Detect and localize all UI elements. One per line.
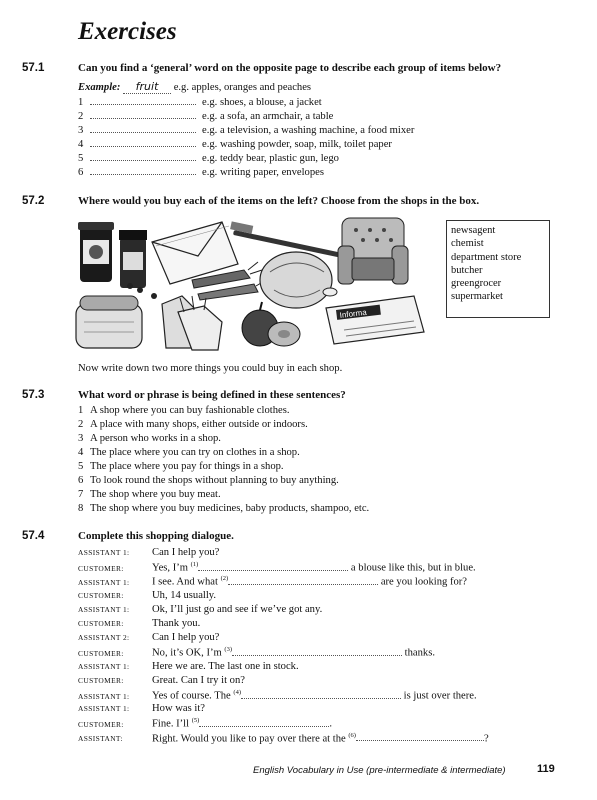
item-text: e.g. a television, a washing machine, a food mixer [202, 125, 415, 136]
definition-line [78, 461, 284, 472]
item-number: 4 [78, 447, 84, 458]
answer-blank[interactable] [90, 110, 196, 119]
item-number: 6 [78, 167, 84, 178]
answer-line [78, 124, 414, 136]
speaker-label: ASSISTANT 1: [78, 548, 130, 557]
speaker-label: ASSISTANT 1: [78, 604, 130, 614]
item-number: 7 [78, 489, 84, 500]
book-title-footer: English Vocabulary in Use (pre-intermediate & intermediate) [253, 765, 506, 776]
item-number: 2 [78, 111, 84, 122]
newspaper-masthead: Informa [339, 307, 368, 320]
blank-number: (5) [191, 717, 200, 725]
item-text: e.g. washing powder, soap, milk, toilet paper [202, 139, 392, 150]
item-text: e.g. a sofa, an armchair, a table [202, 111, 334, 122]
dialogue-text: Thank you. [152, 618, 201, 629]
speaker-label: ASSISTANT 1: [78, 704, 130, 714]
pill-bottle-icon [119, 230, 157, 299]
dialogue-text: Here we are. The last one in stock. [152, 660, 299, 672]
speaker-label: CUSTOMER: [78, 590, 124, 600]
shop-name: newsagent [451, 225, 496, 236]
dialogue-text-after: . [329, 718, 332, 730]
dialogue-text: Yes of course. The [152, 690, 231, 702]
dialogue-text-after: are you looking for? [380, 576, 468, 588]
shop-name: chemist [451, 238, 484, 250]
shop-name: greengrocer [451, 278, 502, 290]
item-text: e.g. shoes, a blouse, a jacket [202, 97, 322, 108]
gloves-icon [162, 296, 222, 350]
item-number: 2 [78, 419, 84, 430]
answer-blank[interactable] [90, 166, 196, 175]
definition-text: A place with many shops, either outside or indoors. [90, 419, 308, 430]
definition-text: The shop where you buy medicines, baby products, shampoo, etc. [90, 503, 370, 514]
dialogue-line [78, 618, 200, 629]
blank-number: (6) [348, 731, 356, 739]
example-answer-blank [123, 80, 171, 94]
dialogue-blank[interactable] [232, 647, 402, 656]
shop-name: department store [451, 251, 522, 263]
speaker-label: ASSISTANT: [78, 734, 123, 744]
dialogue-line [78, 646, 435, 659]
example-line [78, 80, 311, 94]
apples-icon [242, 302, 300, 346]
exercise-heading-57-3: What word or phrase is being defined in these sentences? [78, 389, 346, 401]
dialogue-line [78, 575, 467, 588]
speaker-label: CUSTOMER: [78, 719, 124, 729]
exercise-number-57-1: 57.1 [22, 62, 45, 74]
blank-number: (3) [224, 646, 232, 654]
example-label: Example: [78, 82, 121, 93]
definition-text: The place where you can try on clothes in a shop. [90, 447, 300, 458]
item-number: 5 [78, 461, 84, 472]
definition-text: The place where you pay for things in a shop. [90, 461, 284, 472]
dialogue-text: Ok, I’ll just go and see if we’ve got any. [152, 603, 323, 615]
dialogue-line [78, 632, 219, 643]
dialogue-line [78, 661, 299, 672]
bread-icon [76, 296, 142, 348]
definition-text: A shop where you can buy fashionable clothes. [90, 405, 290, 416]
example-answer: fruit [135, 80, 159, 93]
exercise-heading-57-4: Complete this shopping dialogue. [78, 530, 234, 542]
blank-number: (2) [220, 575, 229, 583]
item-text: e.g. teddy bear, plastic gun, lego [202, 153, 339, 164]
item-number: 6 [78, 475, 84, 486]
dialogue-line [78, 732, 489, 745]
exercise-number-57-3: 57.3 [22, 389, 45, 401]
answer-line [78, 110, 333, 122]
jar-icon [78, 222, 114, 282]
shop-name: butcher [451, 264, 483, 276]
dialogue-line [78, 604, 322, 615]
shop-name: supermarket [451, 291, 503, 303]
shops-list [451, 224, 545, 304]
blank-number: (1) [190, 561, 199, 569]
dialogue-line [78, 561, 476, 574]
answer-blank[interactable] [90, 152, 196, 161]
answer-line [78, 166, 324, 178]
page-number: 119 [537, 763, 555, 775]
dialogue-text: Uh, 14 usually. [152, 589, 217, 601]
dialogue-blank[interactable] [199, 718, 329, 727]
dialogue-blank[interactable] [228, 576, 378, 585]
dialogue-text: Can I help you? [152, 632, 220, 644]
dialogue-text-after: ? [483, 733, 489, 745]
definition-line [78, 503, 369, 514]
dialogue-text: Great. Can I try it on? [152, 674, 245, 686]
speaker-label: CUSTOMER: [78, 675, 124, 685]
item-number: 4 [78, 139, 84, 150]
dialogue-text: Right. Would you like to pay over there at the [152, 733, 346, 745]
page-title: Exercises [78, 18, 177, 45]
chicken-icon [260, 252, 337, 308]
dialogue-line [78, 689, 477, 702]
exercise-heading-57-2: Where would you buy each of the items on the left? Choose from the shops in the box. [78, 195, 480, 207]
speaker-label: CUSTOMER: [78, 648, 124, 658]
speaker-label: ASSISTANT 1: [78, 661, 130, 671]
dialogue-text: How was it? [152, 703, 205, 715]
speaker-label: ASSISTANT 2: [78, 633, 130, 643]
definition-line [78, 419, 308, 430]
definition-line [78, 447, 300, 458]
dialogue-text-after: a blouse like this, but in blue. [350, 562, 476, 574]
definition-line [78, 405, 289, 416]
dialogue-blank[interactable] [198, 562, 348, 571]
answer-line [78, 138, 392, 150]
dialogue-text: Yes, I’m [152, 562, 189, 574]
toothbrush-icon [230, 221, 340, 257]
item-number: 1 [78, 97, 84, 108]
exercise-heading-57-1: Can you find a ‘general’ word on the opposite page to describe each group of items below? [78, 62, 502, 74]
blank-number: (4) [233, 689, 242, 696]
exercise-number-57-4: 57.4 [22, 530, 45, 542]
dialogue-line [78, 717, 332, 730]
definition-text: A person who works in a shop. [90, 433, 221, 444]
dialogue-text-after: thanks. [404, 647, 435, 659]
speaker-label: CUSTOMER: [78, 563, 124, 573]
armchair-icon [338, 218, 408, 284]
item-number: 8 [78, 503, 84, 514]
exercise-57-2-followup: Now write down two more things you could buy in each shop. [78, 363, 343, 374]
speaker-label: CUSTOMER: [78, 619, 124, 628]
shopping-items-illustration [74, 212, 436, 354]
definition-text: To look round the shops without planning to buy anything. [90, 475, 339, 486]
item-number: 1 [78, 405, 84, 416]
newspaper-icon [326, 296, 424, 344]
item-number: 5 [78, 153, 84, 164]
dialogue-line [78, 675, 245, 686]
dialogue-line [78, 547, 219, 558]
answer-blank[interactable] [90, 124, 196, 133]
dialogue-text: No, it’s OK, I’m [152, 647, 222, 659]
example-text: e.g. apples, oranges and peaches [173, 82, 312, 93]
item-number: 3 [78, 433, 84, 444]
speaker-label: ASSISTANT 1: [78, 691, 130, 701]
dialogue-line [78, 590, 216, 601]
dialogue-text-after: is just over there. [403, 690, 477, 702]
dialogue-blank[interactable] [241, 690, 401, 699]
speaker-label: ASSISTANT 1: [78, 577, 130, 587]
answer-blank[interactable] [90, 138, 196, 147]
exercise-number-57-2: 57.2 [22, 195, 45, 207]
answer-blank[interactable] [90, 96, 196, 105]
answer-line [78, 152, 339, 164]
answer-line [78, 96, 322, 108]
dialogue-line [78, 703, 205, 714]
definition-text: The shop where you buy meat. [90, 489, 221, 500]
dialogue-text: Fine. I’ll [152, 718, 190, 730]
definition-line [78, 433, 221, 444]
item-number: 3 [78, 125, 84, 136]
dialogue-blank[interactable] [356, 732, 484, 741]
shops-box [446, 220, 550, 318]
item-text: e.g. writing paper, envelopes [202, 167, 324, 178]
definition-line [78, 475, 339, 486]
dialogue-text: Can I help you? [152, 547, 220, 558]
dialogue-text: I see. And what [152, 576, 218, 588]
definition-line [78, 489, 221, 500]
